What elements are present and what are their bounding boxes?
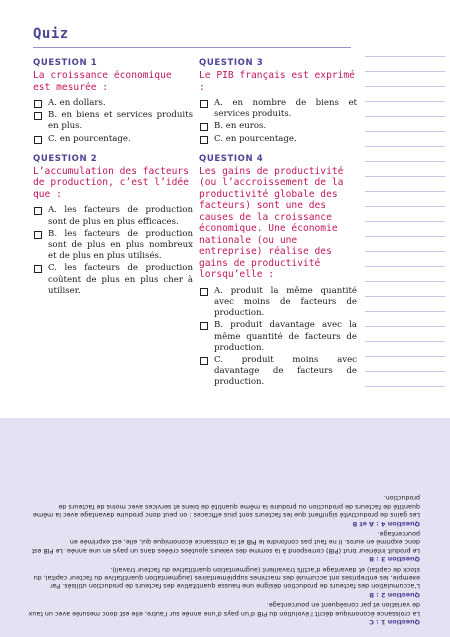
note-line bbox=[365, 101, 445, 102]
checkbox-icon[interactable] bbox=[200, 357, 208, 365]
answer-text: L’accumulation des facteurs de production désigne une hausse quantitative des facteurs de production utilisés. Par exemple, les entreprises ont accumulé des machines supplémentaires (augmentation quantitative du facteur capital, du stock de capital) et davantage d’actifs travaillent (augmentation quantitative du facteur travail). bbox=[33, 565, 420, 591]
answer-option[interactable] bbox=[33, 98, 193, 109]
note-line bbox=[365, 131, 445, 132]
note-line bbox=[365, 311, 445, 312]
option-label: A. les facteurs de production sont de plus en plus efficaces. bbox=[48, 205, 193, 227]
answer-option[interactable] bbox=[33, 110, 193, 132]
right-column bbox=[199, 58, 357, 398]
option-label: B. produit davantage avec la même quantité de facteurs de production. bbox=[214, 320, 357, 353]
question-text: La croissance économique est mesurée : bbox=[33, 70, 172, 93]
note-line bbox=[365, 56, 445, 57]
options-list bbox=[199, 98, 357, 145]
checkbox-icon[interactable] bbox=[200, 100, 208, 108]
note-line bbox=[365, 281, 445, 282]
note-line bbox=[365, 176, 445, 177]
answer-option[interactable] bbox=[33, 263, 193, 297]
answer-text: Les gains de productivité signifient que les facteurs sont plus efficaces : on peut donc produire davantage avec la même quantité de facteurs de production ou produire la même quantité de biens et services avec moins de facteurs de production. bbox=[32, 494, 420, 520]
option-label: B. en euros. bbox=[214, 121, 267, 132]
question-text: L’accumulation des facteurs de production, c’est l’idée que : bbox=[33, 165, 189, 200]
answer-label: Question 2 : B bbox=[369, 590, 420, 599]
note-line bbox=[365, 146, 445, 147]
checkbox-icon[interactable] bbox=[34, 231, 42, 239]
answer-option[interactable] bbox=[199, 355, 357, 389]
note-line bbox=[365, 86, 445, 87]
note-line bbox=[365, 206, 445, 207]
note-line bbox=[365, 326, 445, 327]
answers-panel bbox=[0, 418, 450, 637]
option-label: C. en pourcentage. bbox=[48, 133, 131, 144]
option-label: C. les facteurs de production coûtent de plus en plus cher à utiliser. bbox=[48, 263, 193, 296]
option-label: A. en dollars. bbox=[48, 98, 106, 108]
question-block bbox=[199, 58, 357, 145]
question-label: QUESTION 2 bbox=[33, 153, 98, 164]
checkbox-icon[interactable] bbox=[200, 322, 208, 330]
answer-option[interactable] bbox=[199, 320, 357, 354]
page-title: Quiz bbox=[33, 26, 69, 42]
answer-text: La croissance économique décrit l’évolution du PIB d’un pays d’une année sur l’autre, elle est donc mesurée avec un taux de variation et par conséquent en pourcentage. bbox=[28, 601, 420, 618]
notes-lines bbox=[365, 56, 445, 401]
option-label: B. en biens et services produits en plus. bbox=[48, 110, 193, 132]
note-line bbox=[365, 266, 445, 267]
answer-label: Question 1 : C bbox=[369, 618, 420, 626]
note-line bbox=[365, 161, 445, 162]
options-list bbox=[33, 98, 193, 145]
question-block bbox=[199, 154, 357, 389]
checkbox-icon[interactable] bbox=[200, 123, 208, 131]
option-label: C. en pourcentage. bbox=[214, 133, 297, 144]
answer-text: Le produit intérieur brut (PIB) correspond à la somme des valeurs ajoutées créées dans un pays en une année. Le PIB est donc exprimé en euros. Il ne faut pas confondre le PIB et la croissance économique qui, elle, est exprimée en pourcentage. bbox=[31, 529, 420, 555]
note-line bbox=[365, 236, 445, 237]
checkbox-icon[interactable] bbox=[34, 265, 42, 273]
checkbox-icon[interactable] bbox=[34, 207, 42, 215]
answer-label: Question 4 : A et B bbox=[352, 519, 420, 528]
note-line bbox=[365, 71, 445, 72]
answer-option[interactable] bbox=[33, 205, 193, 227]
note-line bbox=[365, 116, 445, 117]
note-line bbox=[365, 371, 445, 372]
question-block bbox=[33, 58, 193, 145]
note-line bbox=[365, 341, 445, 342]
checkbox-icon[interactable] bbox=[200, 288, 208, 296]
question-label: QUESTION 1 bbox=[33, 58, 98, 68]
checkbox-icon[interactable] bbox=[34, 112, 42, 120]
answer-option[interactable] bbox=[33, 134, 193, 145]
answers-upside-down bbox=[28, 492, 420, 628]
options-list bbox=[33, 205, 193, 297]
answer-option[interactable] bbox=[199, 98, 357, 120]
option-label: A. en nombre de biens et services produits. bbox=[214, 98, 357, 120]
left-column bbox=[33, 58, 193, 306]
option-label: A. produit la même quantité avec moins de facteurs de production. bbox=[214, 285, 357, 319]
answer-label: Question 3 : B bbox=[369, 555, 420, 564]
question-text: Les gains de productivité (ou l’accroissement de la productivité globale des facteurs) sont une des causes de la croissance économique. Une économie nationale (ou une entreprise) réalise des gains de productivité lorsqu’elle : bbox=[199, 165, 344, 281]
answer-option[interactable] bbox=[199, 134, 357, 145]
question-label: QUESTION 3 bbox=[199, 58, 264, 68]
answer-option[interactable] bbox=[33, 229, 193, 263]
checkbox-icon[interactable] bbox=[34, 136, 42, 144]
answer-option[interactable] bbox=[199, 121, 357, 132]
checkbox-icon[interactable] bbox=[200, 136, 208, 144]
options-list bbox=[199, 286, 357, 389]
question-text: Le PIB français est exprimé : bbox=[199, 70, 355, 93]
title-underline bbox=[33, 47, 351, 48]
question-block bbox=[33, 154, 193, 297]
note-line bbox=[365, 296, 445, 297]
checkbox-icon[interactable] bbox=[34, 100, 42, 108]
option-label: B. les facteurs de production sont de plus en plus nombreux et de plus en plus utilisés. bbox=[48, 228, 193, 262]
option-label: C. produit moins avec davantage de facteurs de production. bbox=[214, 355, 357, 388]
note-line bbox=[365, 221, 445, 222]
question-label: QUESTION 4 bbox=[199, 153, 264, 164]
note-line bbox=[365, 251, 445, 252]
note-line bbox=[365, 386, 445, 387]
note-line bbox=[365, 356, 445, 357]
answer-option[interactable] bbox=[199, 286, 357, 320]
note-line bbox=[365, 191, 445, 192]
